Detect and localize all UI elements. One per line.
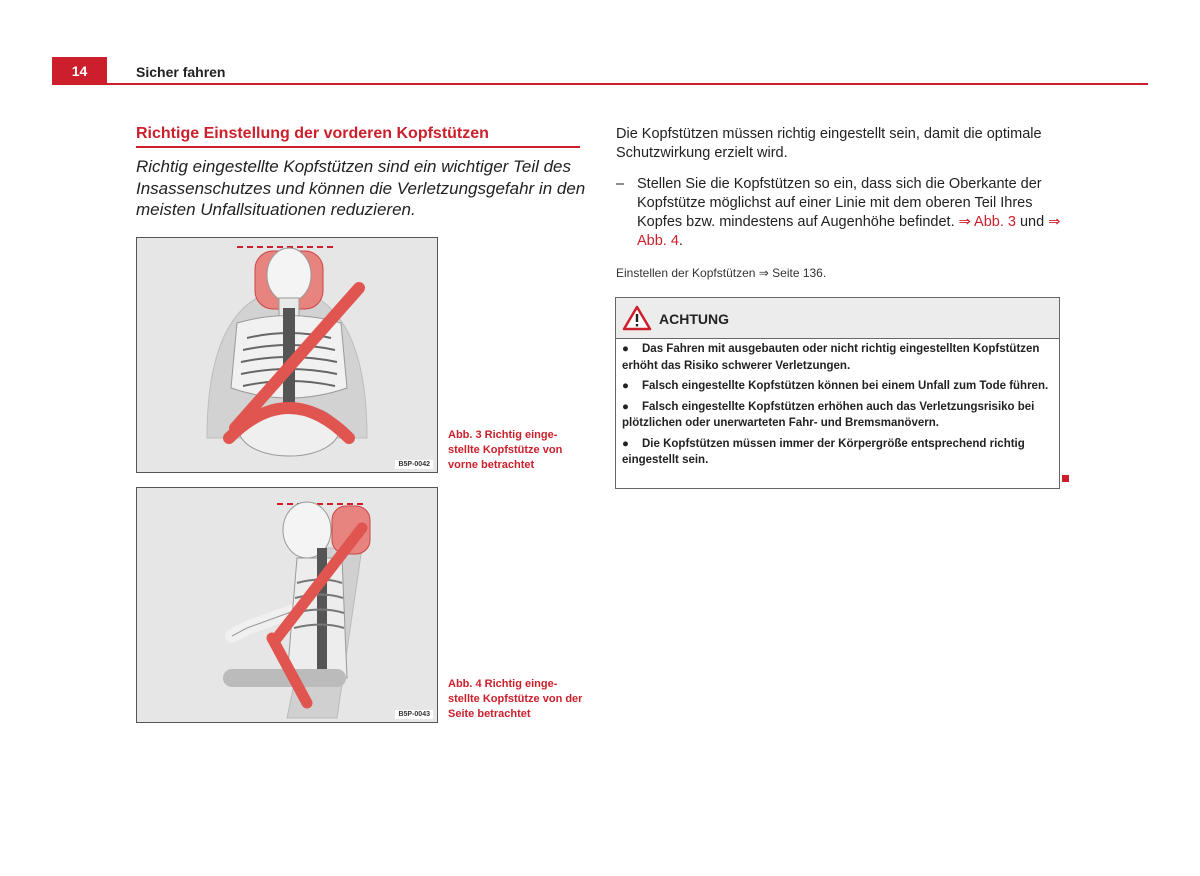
step-text: Stellen Sie die Kopfstützen so ein, dass sich die Oberkante der Kopfstütze möglichst auf einer Linie mit dem oberen Teil Ihres Kopfes bzw. mindestens auf Augenhöhe befindet. bbox=[637, 176, 1042, 230]
warning-triangle-icon bbox=[622, 305, 652, 331]
bullet-icon: ● bbox=[622, 343, 629, 355]
step-dash: – bbox=[616, 176, 625, 192]
warning-header bbox=[616, 298, 1059, 339]
section-intro: Richtig eingestellte Kopfstützen sind ein wichtiger Teil des Insassenschutzes und können die Verletzungsgefahr in den meisten Unfallsituationen reduzieren. bbox=[136, 157, 586, 219]
front-view-illustration bbox=[137, 238, 437, 472]
bullet-icon: ● bbox=[622, 400, 629, 413]
warning-item bbox=[622, 341, 1054, 374]
figure-code: B5P-0042 bbox=[395, 460, 433, 469]
warning-label: ACHTUNG bbox=[659, 311, 729, 327]
ref-abb-4-link[interactable]: ⇒ Abb. 4 bbox=[637, 214, 1061, 249]
section-title: Richtige Einstellung der vorderen Kopfstützen bbox=[136, 125, 489, 142]
warning-item-text: Falsch eingestellte Kopfstützen können bei einem Unfall zum Tode führen. bbox=[642, 380, 1049, 392]
side-view-illustration bbox=[137, 488, 437, 722]
warning-item bbox=[622, 436, 1054, 469]
chapter-title: Sicher fahren bbox=[136, 64, 226, 80]
figure-4-caption: Abb. 4 Richtig einge-stellte Kopfstütze von der Seite betrachtet bbox=[448, 678, 583, 720]
figure-headrest-front bbox=[136, 237, 438, 473]
warning-item bbox=[622, 378, 1054, 395]
instruction-step bbox=[616, 175, 1076, 251]
header-rule bbox=[52, 83, 1148, 85]
warning-item bbox=[622, 399, 1054, 432]
step-text-wrap bbox=[637, 175, 1076, 251]
warning-box bbox=[615, 297, 1060, 489]
figure-headrest-side bbox=[136, 487, 438, 723]
ref-conjunction: und bbox=[1015, 214, 1045, 230]
ref-abb-3-link[interactable]: ⇒ Abb. 3 bbox=[958, 214, 1016, 230]
section-end-marker bbox=[1062, 475, 1069, 482]
warning-item-text: Das Fahren mit ausgebauten oder nicht richtig eingestellten Kopfstützen erhöht das Risiko schwerer Verletzungen. bbox=[622, 343, 1040, 372]
warning-item-text: Die Kopfstützen müssen immer der Körpergröße entsprechend richtig eingestellt sein. bbox=[622, 437, 1025, 466]
bullet-icon: ● bbox=[622, 380, 629, 392]
warning-list bbox=[622, 341, 1054, 473]
ref-end: . bbox=[678, 233, 683, 249]
figure-3-caption: Abb. 3 Richtig einge-stellte Kopfstütze von vorne betrachtet bbox=[448, 429, 563, 471]
warning-item-text: Falsch eingestellte Kopfstützen erhöhen auch das Verletzungsrisiko bei plötzlichen oder unerwarteten Fahr- und Bremsmanövern. bbox=[622, 400, 1035, 429]
body-paragraph: Die Kopfstützen müssen richtig eingestellt sein, damit die optimale Schutzwirkung erzielt wird. bbox=[616, 126, 1042, 161]
see-also-reference[interactable]: Einstellen der Kopfstützen ⇒ Seite 136. bbox=[616, 266, 827, 280]
section-title-rule bbox=[136, 146, 580, 148]
figure-code: B5P-0043 bbox=[395, 710, 433, 719]
page-number: 14 bbox=[52, 57, 107, 85]
bullet-icon: ● bbox=[622, 437, 629, 450]
